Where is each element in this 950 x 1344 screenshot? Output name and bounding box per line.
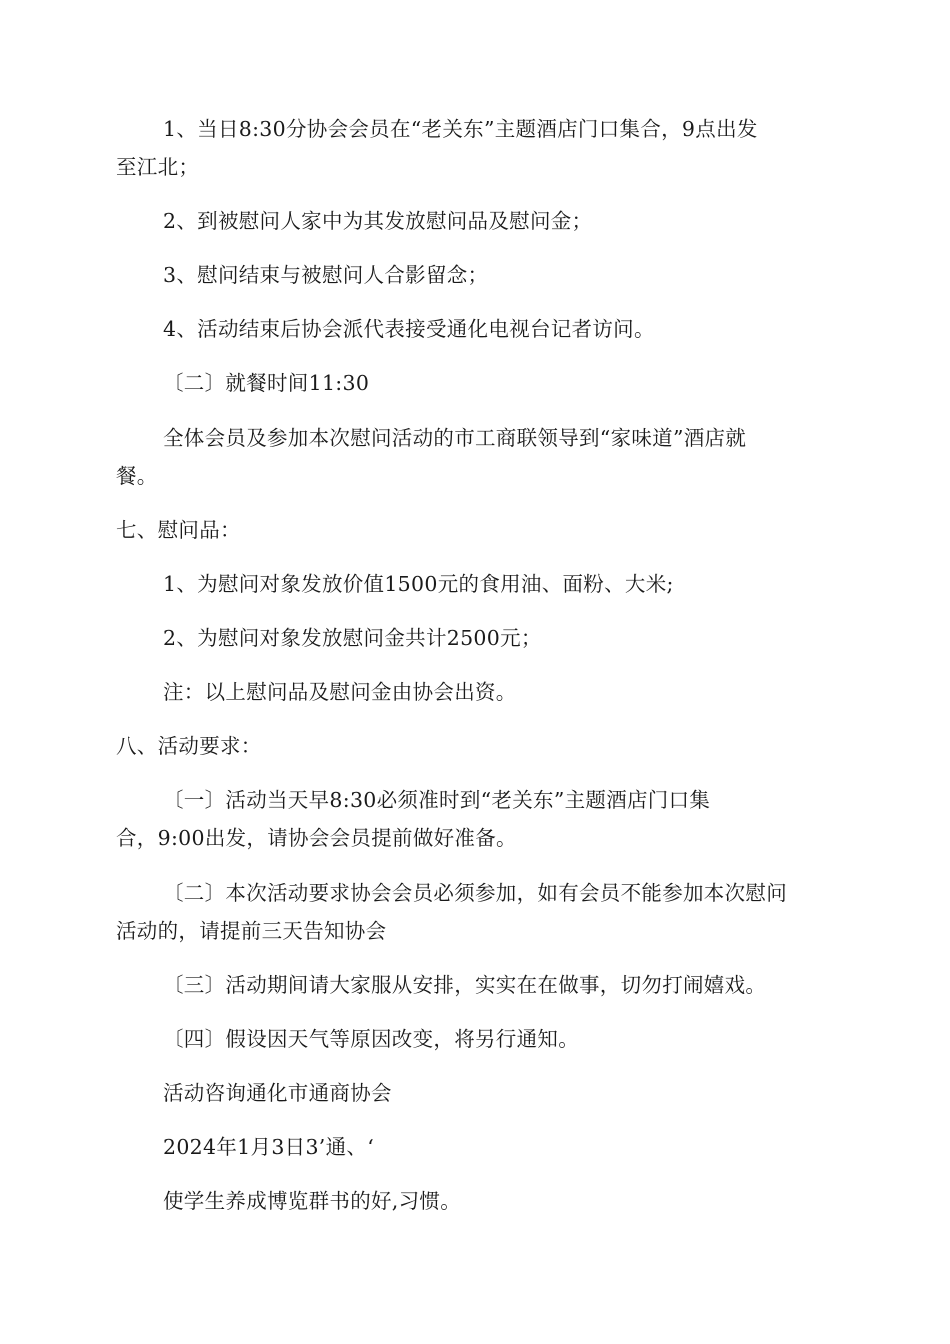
meal-paragraph-line-2: 餐。 <box>116 464 158 488</box>
gift-note: 注：以上慰问品及慰问金由协会出资。 <box>163 680 517 704</box>
gift-item-1: 1、为慰问对象发放价值1500元的食用油、面粉、大米; <box>163 572 674 596</box>
item-1-line-2: 至江北； <box>116 155 200 179</box>
meal-paragraph-line-1: 全体会员及参加本次慰问活动的市工商联领导到“家味道”酒店就 <box>163 426 747 450</box>
closing-line: 使学生养成博览群书的好,习惯。 <box>163 1189 462 1213</box>
meal-time-heading: 〔二〕就餐时间11:30 <box>163 371 370 395</box>
item-4: 4、活动结束后协会派代表接受通化电视台记者访问。 <box>163 317 655 341</box>
contact-line: 活动咨询通化市通商协会 <box>163 1081 392 1105</box>
requirement-4: 〔四〕假设因天气等原因改变，将另行通知。 <box>163 1027 579 1051</box>
item-1-line-1: 1、当日8:30分协会会员在“老关东”主题酒店门口集合，9点出发 <box>163 117 758 141</box>
date-line: 2024年1月3日3’通、‘ <box>163 1135 375 1159</box>
requirement-2-line-2: 活动的，请提前三天告知协会 <box>116 919 387 943</box>
section-eight-heading: 八、活动要求： <box>116 734 262 758</box>
requirement-1-line-2: 合，9:00出发，请协会会员提前做好准备。 <box>116 826 517 850</box>
item-3: 3、慰问结束与被慰问人合影留念； <box>163 263 489 287</box>
requirement-2-line-1: 〔二〕本次活动要求协会会员必须参加，如有会员不能参加本次慰问 <box>163 881 787 905</box>
requirement-3: 〔三〕活动期间请大家服从安排，实实在在做事，切勿打闹嬉戏。 <box>163 973 767 997</box>
requirement-1-line-1: 〔一〕活动当天早8:30必须准时到“老关东”主题酒店门口集 <box>163 788 711 812</box>
item-2: 2、到被慰问人家中为其发放慰问品及慰问金； <box>163 209 593 233</box>
gift-item-2: 2、为慰问对象发放慰问金共计2500元； <box>163 626 542 650</box>
section-seven-heading: 七、慰问品： <box>116 518 241 542</box>
